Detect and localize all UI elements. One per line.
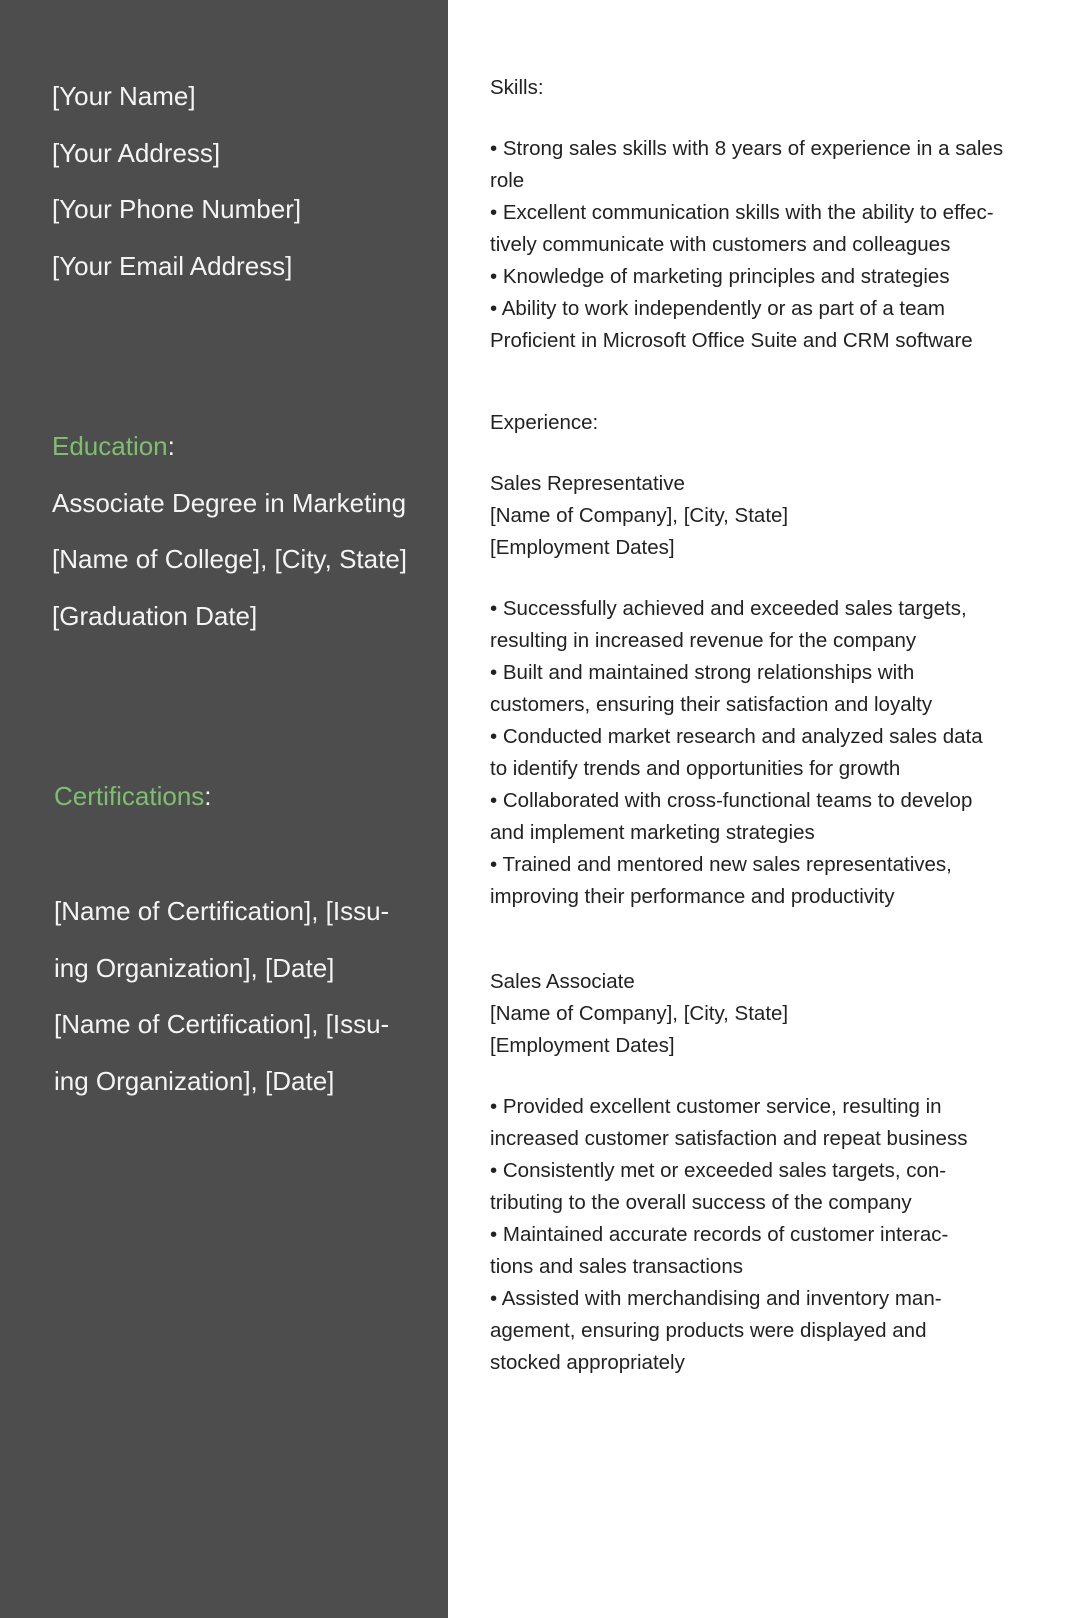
certification-line: ing Organization], [Date] [54,1065,335,1096]
experience-heading: Experience: [490,411,599,434]
education-degree: Associate Degree in Marketing [52,487,407,518]
job-bullet-line: • Successfully achieved and exceeded sales targets, [490,597,967,620]
certification-line: [Name of Certification], [Issu- [54,896,390,926]
job-bullet-line: • Provided excellent customer service, resulting in [490,1095,942,1118]
job-bullet-line: improving their performance and productivity [490,885,895,908]
skills-heading: Skills: [490,76,544,99]
job-bullet-line: stocked appropriately [490,1351,685,1374]
job-bullet-line: tions and sales transactions [490,1255,743,1278]
job-bullet-line: • Consistently met or exceeded sales targets, con- [490,1159,947,1182]
skills-line: tively communicate with customers and colleagues [490,233,951,256]
contact-email: [Your Email Address] [52,250,293,281]
education-college: [Name of College], [City, State] [52,544,407,574]
main-content [490,72,1050,1379]
job-bullet-line: customers, ensuring their satisfaction and loyalty [490,693,933,716]
skills-line: role [490,169,525,192]
contact-name: [Your Name] [52,81,196,111]
certifications-list [54,883,389,1109]
certifications-section [54,768,212,825]
skills-line: • Strong sales skills with 8 years of experience in a sales [490,137,1004,160]
job-bullet-line: • Maintained accurate records of customer interac- [490,1223,949,1246]
contact-address: [Your Address] [52,137,221,168]
job-sales-representative [490,468,1050,913]
contact-block [52,68,301,294]
job-sales-associate [490,966,1050,1379]
job-company: [Name of Company], [City, State] [490,1002,789,1025]
job-bullet-line: • Trained and mentored new sales representatives, [490,853,952,876]
job-bullet-line: and implement marketing strategies [490,821,815,844]
job-company: [Name of Company], [City, State] [490,504,789,527]
job-dates: [Employment Dates] [490,1034,675,1057]
skills-line: • Excellent communication skills with the ability to effec- [490,201,994,224]
job-bullet-line: • Conducted market research and analyzed sales data [490,725,983,748]
job-bullet-line: increased customer satisfaction and repeat business [490,1127,968,1150]
certifications-title: Certifications [54,781,205,811]
job-title: Sales Associate [490,970,635,993]
job-bullet-line: • Collaborated with cross-functional teams to develop [490,789,973,812]
skills-list [490,133,1050,357]
skills-line: Proficient in Microsoft Office Suite and CRM software [490,329,973,352]
education-section [52,418,407,644]
skills-line: • Knowledge of marketing principles and strategies [490,265,950,288]
job-title: Sales Representative [490,472,685,495]
education-title: Education [52,431,168,461]
certifications-heading [54,768,212,825]
job-dates: [Employment Dates] [490,536,675,559]
job-bullet-line: resulting in increased revenue for the company [490,629,917,652]
contact-phone: [Your Phone Number] [52,194,302,224]
job-bullet-line: agement, ensuring products were displayed and [490,1319,927,1342]
education-graduation-date: [Graduation Date] [52,600,258,631]
job-bullet-line: to identify trends and opportunities for growth [490,757,901,780]
certifications-colon: : [204,781,212,811]
skills-line: • Ability to work independently or as part of a team [490,297,946,320]
education-heading [52,418,407,475]
job-bullet-line: • Built and maintained strong relationships with [490,661,915,684]
certification-line: [Name of Certification], [Issu- [54,1009,390,1039]
certification-line: ing Organization], [Date] [54,952,335,983]
job-bullet-line: tributing to the overall success of the company [490,1191,912,1214]
education-colon: : [167,431,175,461]
sidebar [0,0,448,1618]
job-bullet-line: • Assisted with merchandising and inventory man- [490,1287,942,1310]
